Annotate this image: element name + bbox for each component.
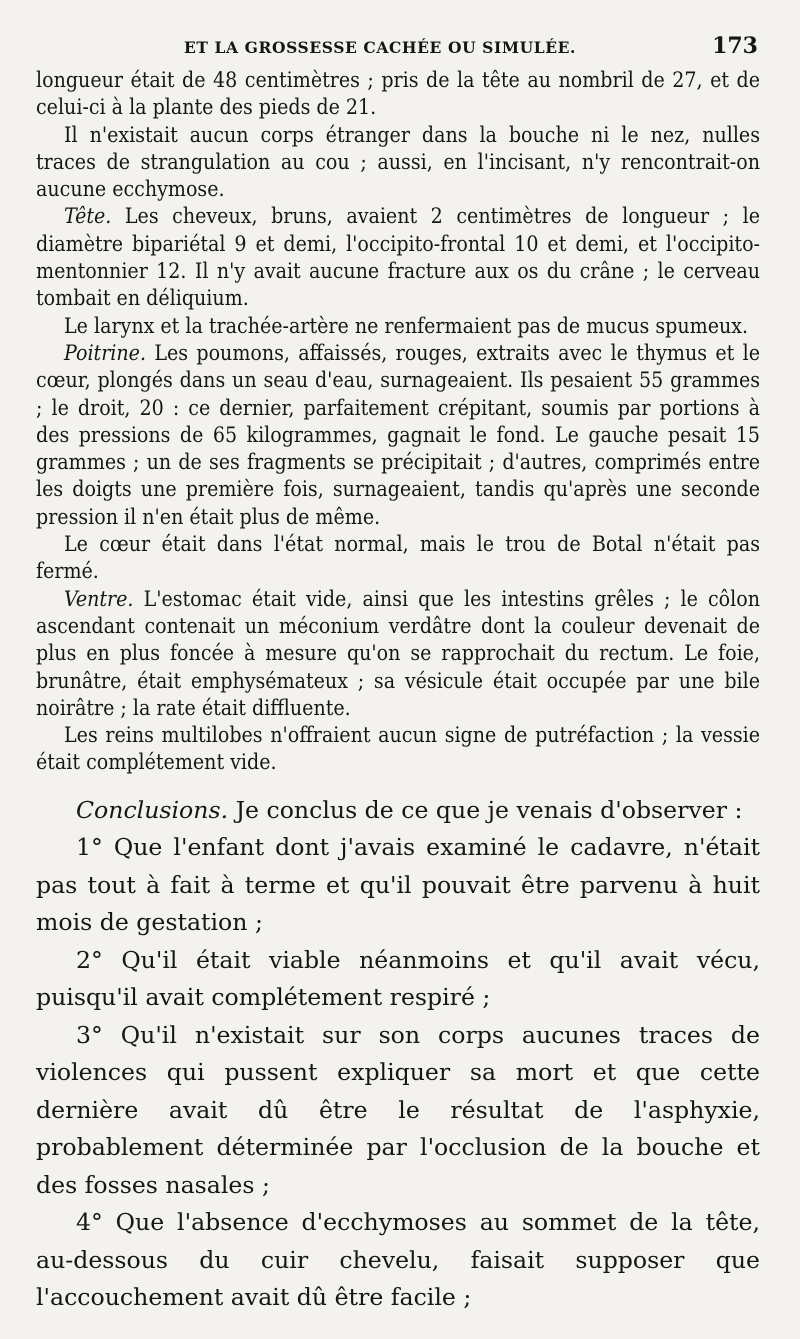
report-body xyxy=(36,66,760,776)
conclusion-item: 3° Qu'il n'existait sur son corps aucunes traces de violences qui pussent expliquer sa mort et que cette dernière avait dû être le résultat de l'asphyxie, probablement déterminée par l'occlusion de la bouche et des fosses nasales ; xyxy=(36,1020,760,1199)
paragraph: longueur était de 48 centimètres ; pris de la tête au nombril de 27, et de celui-ci à la plante des pieds de 21. xyxy=(36,67,760,120)
paragraph: Le larynx et la trachée-artère ne renfermaient pas de mucus spumeux. xyxy=(64,312,749,338)
paragraph-chest-section: Poitrine. Les poumons, affaissés, rouges, extraits avec le thymus et le cœur, plongés dans un seau d'eau, surnageaient. Ils pesaient 55 grammes ; le droit, 20 : ce dernier, parfaitement crépitant, soumis par portions à des pressions de 65 kilogrammes, gagnait le fond. Le gauche pesait 15 grammes ; un de ses fragments se précipitait ; d'autres, comprimés entre les doigts une première fois, surnageaient, tandis qu'après une seconde pression il n'en était plus de même. xyxy=(36,339,760,529)
conclusion-item: 4° Que l'absence d'ecchymoses au sommet de la tête, au-dessous du cuir chevelu, faisait supposer que l'accouchement avait dû être facile ; xyxy=(36,1208,760,1312)
paragraph: Les reins multilobes n'offraient aucun signe de putréfaction ; la vessie était complétement vide. xyxy=(36,722,760,775)
paragraph-head-section: Tête. Les cheveux, bruns, avaient 2 centimètres de longueur ; le diamètre bipariétal 9 et demi, l'occipito-frontal 10 et demi, et l'occipito-mentonnier 12. Il n'y avait aucune fracture aux os du crâne ; le cerveau tombait en déliquium. xyxy=(36,203,760,311)
conclusions xyxy=(36,792,760,1317)
paragraph-abdomen-section: Ventre. L'estomac était vide, ainsi que les intestins grêles ; le côlon ascendant contenait un méconium verdâtre dont la couleur devenait de plus en plus foncée à mesure qu'on se rapprochait du rectum. Le foie, brunâtre, était emphysémateux ; sa vésicule était occupée par une bile noirâtre ; la rate était diffluente. xyxy=(36,585,760,720)
conclusions-heading: Conclusions. Je conclus de ce que je venais d'observer : xyxy=(76,795,743,824)
paragraph: Il n'existait aucun corps étranger dans la bouche ni le nez, nulles traces de strangulation au cou ; aussi, en l'incisant, n'y rencontrait-on aucune ecchymose. xyxy=(36,121,760,202)
section-lead: Conclusions. xyxy=(76,795,229,824)
section-lead: Ventre. xyxy=(64,585,134,611)
conclusion-item: 2° Qu'il était viable néanmoins et qu'il avait vécu, puisqu'il avait complétement respiré ; xyxy=(36,945,760,1012)
running-head xyxy=(36,30,760,64)
running-title: ET LA GROSSESSE CACHÉE OU SIMULÉE. xyxy=(184,38,577,57)
section-lead: Poitrine. xyxy=(64,339,147,365)
page-number: 173 xyxy=(712,33,758,59)
paragraph: Le cœur était dans l'état normal, mais le trou de Botal n'était pas fermé. xyxy=(36,531,760,584)
conclusion-item: 1° Que l'enfant dont j'avais examiné le cadavre, n'était pas tout à fait à terme et qu'il pouvait être parvenu à huit mois de gestation ; xyxy=(36,833,760,937)
section-lead: Tête. xyxy=(64,203,112,229)
